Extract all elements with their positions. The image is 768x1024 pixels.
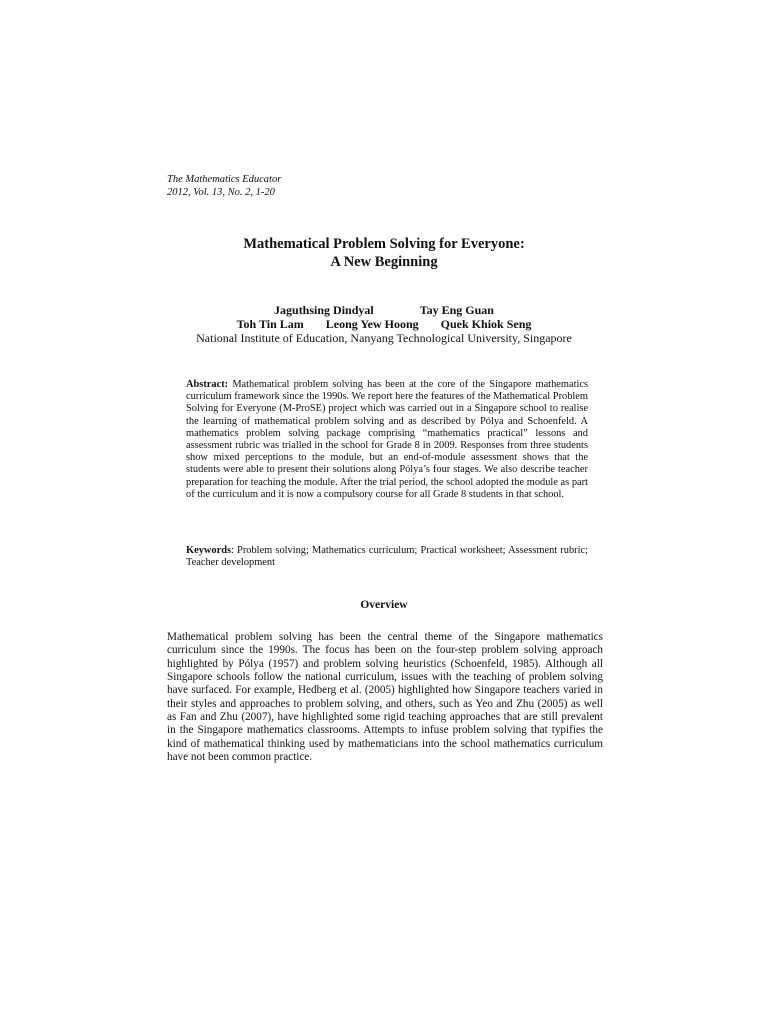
author-name: Toh Tin Lam bbox=[236, 317, 304, 331]
abstract-label: Abstract: bbox=[186, 379, 229, 390]
author-name: Leong Yew Hoong bbox=[325, 317, 419, 331]
author-row-2 bbox=[0, 317, 768, 331]
abstract bbox=[186, 379, 588, 501]
journal-name: The Mathematics Educator bbox=[167, 174, 282, 185]
keywords-text: : Problem solving; Mathematics curriculum; Practical worksheet; Assessment rubric; Teacher development bbox=[186, 545, 588, 569]
journal-citation: 2012, Vol. 13, No. 2, 1-20 bbox=[167, 187, 275, 198]
abstract-text: Mathematical problem solving has been at the core of the Singapore mathematics curriculum framework since the 1990s. We report here the features of the Mathematical Problem Solving for Everyone (M-ProSE) project which was carried out in a Singapore school to realise the learning of mathematical problem solving and as described by Pólya and Schoenfeld. A mathematics problem solving package comprising “mathematics practical” lessons and assessment rubric was trialled in the school for Grade 8 in 2009. Responses from three students show mixed perceptions to the module, but an end-of-module assessment shows that the students were able to present their solutions along Pólya’s four stages. We also describe teacher preparation for teaching the module. After the trial period, the school adopted the module as part of the curriculum and it is now a compulsory course for all Grade 8 students in that school. bbox=[186, 379, 588, 500]
author-affiliation: National Institute of Education, Nanyang Technological University, Singapore bbox=[196, 331, 572, 345]
author-block bbox=[0, 303, 768, 345]
keywords-label: Keywords bbox=[186, 545, 232, 556]
paper-title-line-2: A New Beginning bbox=[330, 254, 438, 270]
author-row-1 bbox=[0, 303, 768, 317]
paper-title bbox=[0, 235, 768, 271]
journal-header bbox=[167, 173, 281, 199]
author-name: Quek Khiok Seng bbox=[440, 317, 532, 331]
keywords bbox=[186, 545, 588, 570]
author-name: Tay Eng Guan bbox=[419, 303, 494, 317]
overview-paragraph: Mathematical problem solving has been the central theme of the Singapore mathematics curriculum since the 1990s. The focus has been on the four-step problem solving approach highlighted by Pólya (1957) and problem solving heuristics (Schoenfeld, 1985). Although all Singapore schools follow the national curriculum, issues with the teaching of problem solving have surfaced. For example, Hedberg et al. (2005) highlighted how Singapore teachers varied in their styles and approaches to problem solving, and others, such as Yeo and Zhu (2005) as well as Fan and Zhu (2007), have highlighted some rigid teaching approaches that are still prevalent in the Singapore mathematics classrooms. Attempts to infuse problem solving that typifies the kind of mathematical thinking used by mathematicians into the school mathematics curriculum have not been common practice. bbox=[167, 631, 603, 764]
paper-title-line-1: Mathematical Problem Solving for Everyone: bbox=[243, 236, 525, 252]
author-name: Jaguthsing Dindyal bbox=[274, 303, 374, 317]
section-heading-overview: Overview bbox=[360, 599, 408, 611]
